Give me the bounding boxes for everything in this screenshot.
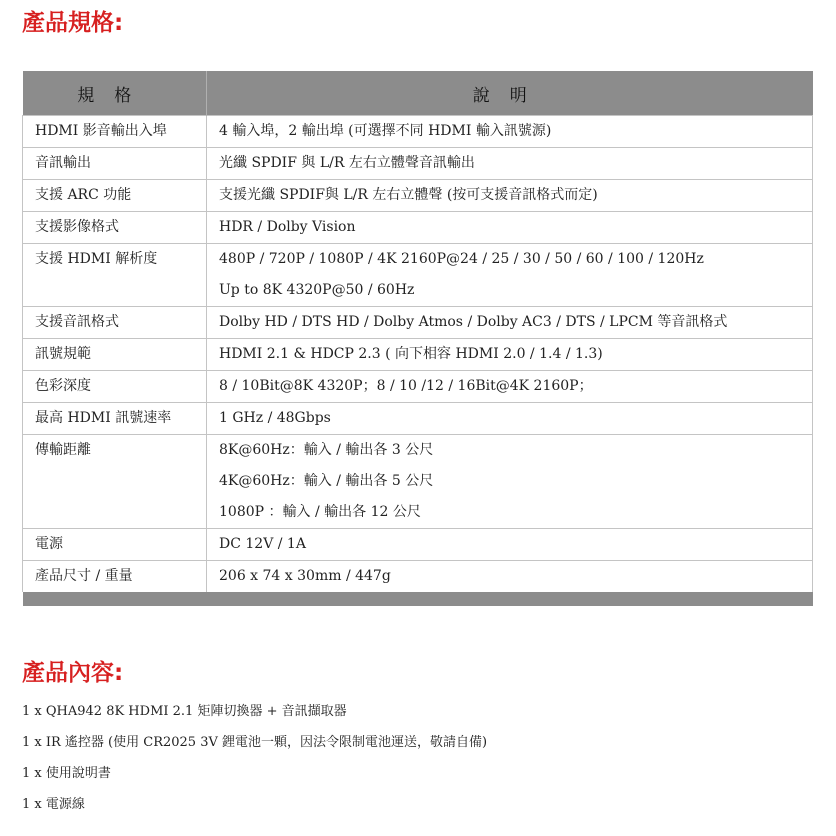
spec-value-line: Dolby HD / DTS HD / Dolby Atmos / Dolby AC3 / DTS / LPCM 等音訊格式	[219, 314, 728, 330]
spec-label: HDMI 影音輸出入埠	[23, 116, 207, 148]
contents-item: 1 x 電源線	[22, 797, 85, 812]
spec-label: 音訊輸出	[23, 148, 207, 180]
spec-label: 傳輸距離	[23, 435, 207, 529]
spec-value-line: 206 x 74 x 30mm / 447g	[219, 568, 391, 584]
spec-label: 支援影像格式	[23, 212, 207, 244]
spec-value-line: 4 輸入埠，2 輸出埠 (可選擇不同 HDMI 輸入訊號源)	[219, 123, 552, 139]
spec-row	[23, 212, 813, 244]
spec-label: 訊號規範	[23, 339, 207, 371]
spec-row	[23, 180, 813, 212]
spec-row	[23, 339, 813, 371]
spec-value-line: 支援光纖 SPDIF與 L/R 左右立體聲 (按可支援音訊格式而定)	[219, 187, 598, 203]
spec-label: 支援 HDMI 解析度	[23, 244, 207, 307]
spec-label: 最高 HDMI 訊號速率	[23, 403, 207, 435]
header-spec: 規格	[23, 71, 207, 116]
spec-label: 電源	[23, 529, 207, 561]
spec-value	[207, 339, 813, 371]
spec-value	[207, 116, 813, 148]
contents-item: 1 x 使用說明書	[22, 766, 111, 781]
spec-value-line: 光纖 SPDIF 與 L/R 左右立體聲音訊輸出	[219, 155, 475, 171]
contents-item: 1 x IR 遙控器 (使用 CR2025 3V 鋰電池一顆，因法令限制電池運送，敬請自備)	[22, 735, 488, 750]
spec-row	[23, 435, 813, 529]
spec-row	[23, 244, 813, 307]
footer-bar-cell	[23, 592, 813, 606]
spec-value	[207, 212, 813, 244]
spec-table	[22, 71, 813, 606]
spec-label: 色彩深度	[23, 371, 207, 403]
spec-value	[207, 180, 813, 212]
spec-value-line: DC 12V / 1A	[219, 536, 306, 552]
spec-value	[207, 529, 813, 561]
spec-row	[23, 371, 813, 403]
contents-list	[22, 702, 487, 826]
spec-section-title: 產品規格:	[22, 10, 124, 36]
spec-row	[23, 403, 813, 435]
spec-value	[207, 561, 813, 593]
spec-label: 支援 ARC 功能	[23, 180, 207, 212]
spec-value-line: 480P / 720P / 1080P / 4K 2160P@24 / 25 / 30 / 50 / 60 / 100 / 120Hz	[219, 251, 704, 267]
spec-row	[23, 148, 813, 180]
spec-label: 產品尺寸 / 重量	[23, 561, 207, 593]
spec-table-header	[23, 71, 813, 116]
spec-value	[207, 435, 813, 529]
spec-row	[23, 529, 813, 561]
contents-section-title: 產品內容:	[22, 660, 124, 686]
spec-row	[23, 116, 813, 148]
header-description: 說明	[207, 71, 813, 116]
spec-value	[207, 371, 813, 403]
contents-item: 1 x QHA942 8K HDMI 2.1 矩陣切換器 + 音訊擷取器	[22, 704, 347, 719]
spec-table-footer-bar	[23, 592, 813, 606]
spec-value-line: 8K@60Hz：輸入 / 輸出各 3 公尺	[219, 442, 434, 458]
spec-value-line: Up to 8K 4320P@50 / 60Hz	[219, 282, 415, 298]
spec-value-line: HDR / Dolby Vision	[219, 219, 356, 235]
spec-value-line: HDMI 2.1 & HDCP 2.3 ( 向下相容 HDMI 2.0 / 1.4 / 1.3)	[219, 346, 603, 362]
spec-table-body	[23, 116, 813, 607]
spec-value-line: 1 GHz / 48Gbps	[219, 410, 331, 426]
spec-value-line: 4K@60Hz：輸入 / 輸出各 5 公尺	[219, 473, 434, 489]
spec-value-line: 8 / 10Bit@8K 4320P；8 / 10 /12 / 16Bit@4K 2160P；	[219, 378, 593, 394]
spec-value	[207, 307, 813, 339]
spec-value	[207, 244, 813, 307]
spec-row	[23, 307, 813, 339]
spec-value	[207, 403, 813, 435]
spec-label: 支援音訊格式	[23, 307, 207, 339]
spec-value	[207, 148, 813, 180]
spec-value-line: 1080P ：輸入 / 輸出各 12 公尺	[219, 504, 421, 520]
spec-row	[23, 561, 813, 593]
